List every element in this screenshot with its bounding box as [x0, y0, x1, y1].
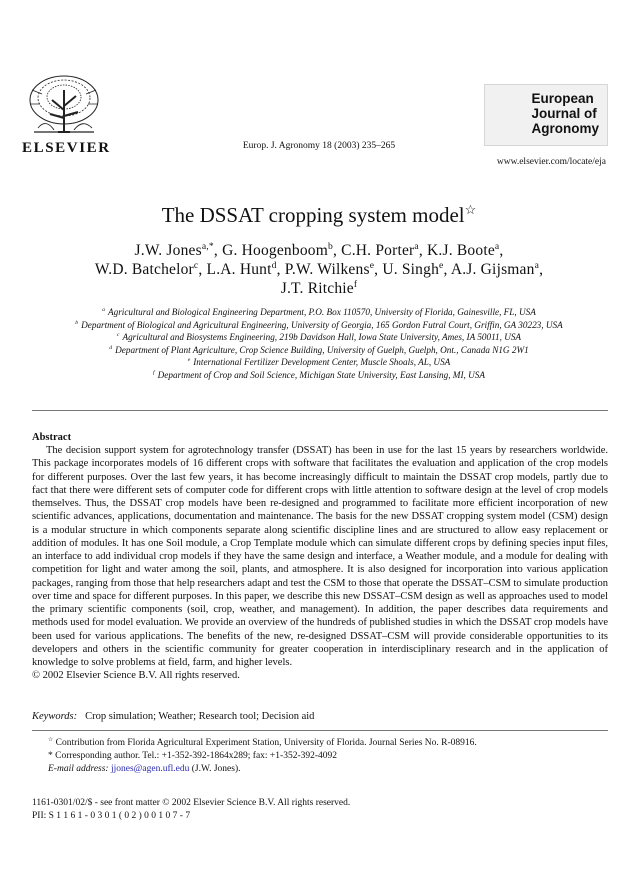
publisher-name: ELSEVIER	[22, 140, 111, 156]
affiliation-mark: c	[116, 331, 120, 338]
article-title	[0, 203, 638, 228]
abstract-text: The decision support system for agrotechnology transfer (DSSAT) has been in use for the last 15 years by researchers worldwide. This package incorporates models of 16 different crops with software that facilitates the evaluation and application of the crop models for different purposes. Over the last few years, it has become increasingly difficult to maintain the DSSAT crop models, partly due to fact that there were different sets of computer code for different crops with little attention to software design at the level of crop models themselves. Thus, the DSSAT crop models have been re-designed and programmed to facilitate more efficient incorporation of new scientific advances, applications, documentation and maintenance. The basis for the new DSSAT cropping system model (CSM) design is a modular structure in which components separate along scientific discipline lines and are structured to allow easy replacement or addition of modules. It has one Soil module, a Crop Template module which can simulate different crops by defining species input files, an interface to add individual crop models if they have the same design and interface, a Weather module, and a module for dealing with competition for light and water among the soil, plants, and atmosphere. It is also designed for incorporation into various application packages, ranging from those that help researchers adapt and test the CSM to those that operate the DSSAT–CSM to simulate production over time and space for different purposes. In this paper, we describe this new DSSAT–CSM design as well as approaches used to model the primary scientific components (soil, crop, weather, and management). In addition, the paper describes data requirements and methods used for model evaluation. We provide an overview of the hundreds of published studies in which the DSSAT crop models have been used for various applications. The benefits of the new, re-designed DSSAT–CSM will provide considerable opportunities to its developers and others in the scientific community for greater cooperation in interdisciplinary research and in the application of knowledge to solve problems at field, farm, and higher levels.	[32, 445, 608, 668]
journal-citation: Europ. J. Agronomy 18 (2003) 235–265	[242, 141, 396, 151]
author-separator: ,	[276, 261, 285, 278]
title-footnote-symbol: ☆	[48, 736, 54, 743]
abstract-copyright: © 2002 Elsevier Science B.V. All rights reserved.	[32, 670, 240, 682]
author-separator: ,	[198, 261, 207, 278]
title-footnote-text: Contribution from Florida Agricultural Experiment Station, University of Florida. Journal Series No. R-08916.	[55, 738, 477, 748]
author-separator: ,	[499, 242, 504, 259]
affiliation-text: International Fertilizer Development Center, Muscle Shoals, AL, USA	[193, 357, 451, 367]
author-line	[0, 279, 638, 298]
affiliation-mark: f	[153, 369, 155, 376]
author-name: A.J. Gijsman	[450, 261, 535, 278]
author-affiliation-mark: d	[271, 259, 277, 271]
keywords	[32, 711, 314, 722]
author-affiliation-mark: b	[328, 240, 333, 252]
affiliation	[0, 331, 638, 344]
journal-url[interactable]: www.elsevier.com/locate/eja	[496, 157, 606, 167]
affiliation-mark: d	[109, 344, 113, 351]
email-label: E-mail address:	[48, 764, 109, 774]
corresponding-author-note: * Corresponding author. Tel.: +1-352-392-1864x289; fax: +1-352-392-4092	[48, 751, 338, 761]
author-line	[0, 260, 638, 279]
author-affiliation-mark: a	[414, 240, 419, 252]
keywords-list: Crop simulation; Weather; Research tool; Decision aid	[85, 711, 315, 722]
affiliation	[0, 356, 638, 369]
journal-name: European Journal of Agronomy	[531, 91, 599, 136]
author-name: G. Hoogenboom	[222, 242, 328, 259]
pii-line: PII: S 1 1 6 1 - 0 3 0 1 ( 0 2 ) 0 0 1 0 7 - 7	[32, 811, 191, 821]
affiliation-mark: a	[102, 306, 105, 313]
header-divider	[32, 410, 608, 411]
author-affiliation-mark: a	[534, 259, 540, 271]
author-name: L.A. Hunt	[206, 261, 272, 278]
issn-line: 1161-0301/02/$ - see front matter © 2002 Elsevier Science B.V. All rights reserved.	[32, 798, 351, 808]
affiliation-text: Agricultural and Biological Engineering Department, P.O. Box 110570, University of Florida, Gainesville, FL, USA	[107, 307, 536, 317]
author-name: C.H. Porter	[341, 242, 415, 259]
author-name: J.W. Jones	[134, 242, 202, 259]
journal-logo-box	[484, 84, 608, 146]
author-affiliation-mark: a	[494, 240, 500, 252]
article-title-text: The DSSAT cropping system model	[161, 203, 465, 227]
author-separator: ,	[333, 242, 342, 259]
author-name: J.T. Ritchie	[280, 280, 354, 297]
affiliation-mark: b	[75, 319, 79, 326]
author-affiliation-mark: f	[353, 278, 358, 290]
affiliation-text: Department of Biological and Agricultural Engineering, University of Georgia, 165 Gordon Futral Court, Griffin, GA 30223, USA	[81, 319, 563, 330]
email-suffix: (J.W. Jones).	[191, 764, 241, 774]
affiliation-list	[0, 306, 638, 381]
email-link[interactable]: jjones@agen.ufl.edu	[110, 764, 190, 774]
author-affiliation-mark: a,*	[201, 240, 214, 252]
keywords-label: Keywords:	[32, 711, 78, 722]
footnotes	[48, 737, 608, 776]
author-list	[0, 241, 638, 298]
author-name: P.W. Wilkens	[284, 261, 370, 278]
author-separator: ,	[213, 242, 223, 259]
author-line	[0, 241, 638, 260]
author-separator: ,	[443, 261, 451, 278]
author-affiliation-mark: e	[439, 259, 444, 271]
title-footnote-mark: ☆	[464, 202, 477, 217]
author-separator: ,	[539, 261, 544, 278]
title-footnote	[48, 737, 608, 750]
author-separator: ,	[374, 261, 383, 278]
author-name: U. Singh	[382, 261, 440, 278]
affiliation	[0, 306, 638, 319]
affiliation-text: Department of Crop and Soil Science, Michigan State University, East Lansing, MI, USA	[157, 369, 485, 380]
affiliation-mark: e	[187, 356, 191, 363]
issn-block	[32, 797, 350, 823]
elsevier-tree-logo-icon	[22, 70, 106, 140]
author-affiliation-mark: e	[369, 259, 375, 271]
abstract-heading: Abstract	[32, 432, 72, 443]
affiliation-text: Department of Plant Agriculture, Crop Science Building, University of Guelph, Guelph, Ont., Canada N1G 2W1	[115, 344, 529, 355]
author-name: K.J. Boote	[427, 242, 495, 259]
author-separator: ,	[418, 242, 428, 259]
author-affiliation-mark: c	[193, 259, 199, 271]
abstract-body	[32, 444, 608, 683]
author-name: W.D. Batchelor	[94, 261, 194, 278]
affiliation-text: Agricultural and Biosystems Engineering, 219b Davidson Hall, Iowa State University, Ames, IA 50011, USA	[122, 332, 522, 342]
email-note	[48, 763, 608, 776]
affiliation	[0, 319, 638, 332]
affiliation	[0, 369, 638, 382]
footnote-divider	[32, 730, 608, 731]
affiliation	[0, 344, 638, 357]
